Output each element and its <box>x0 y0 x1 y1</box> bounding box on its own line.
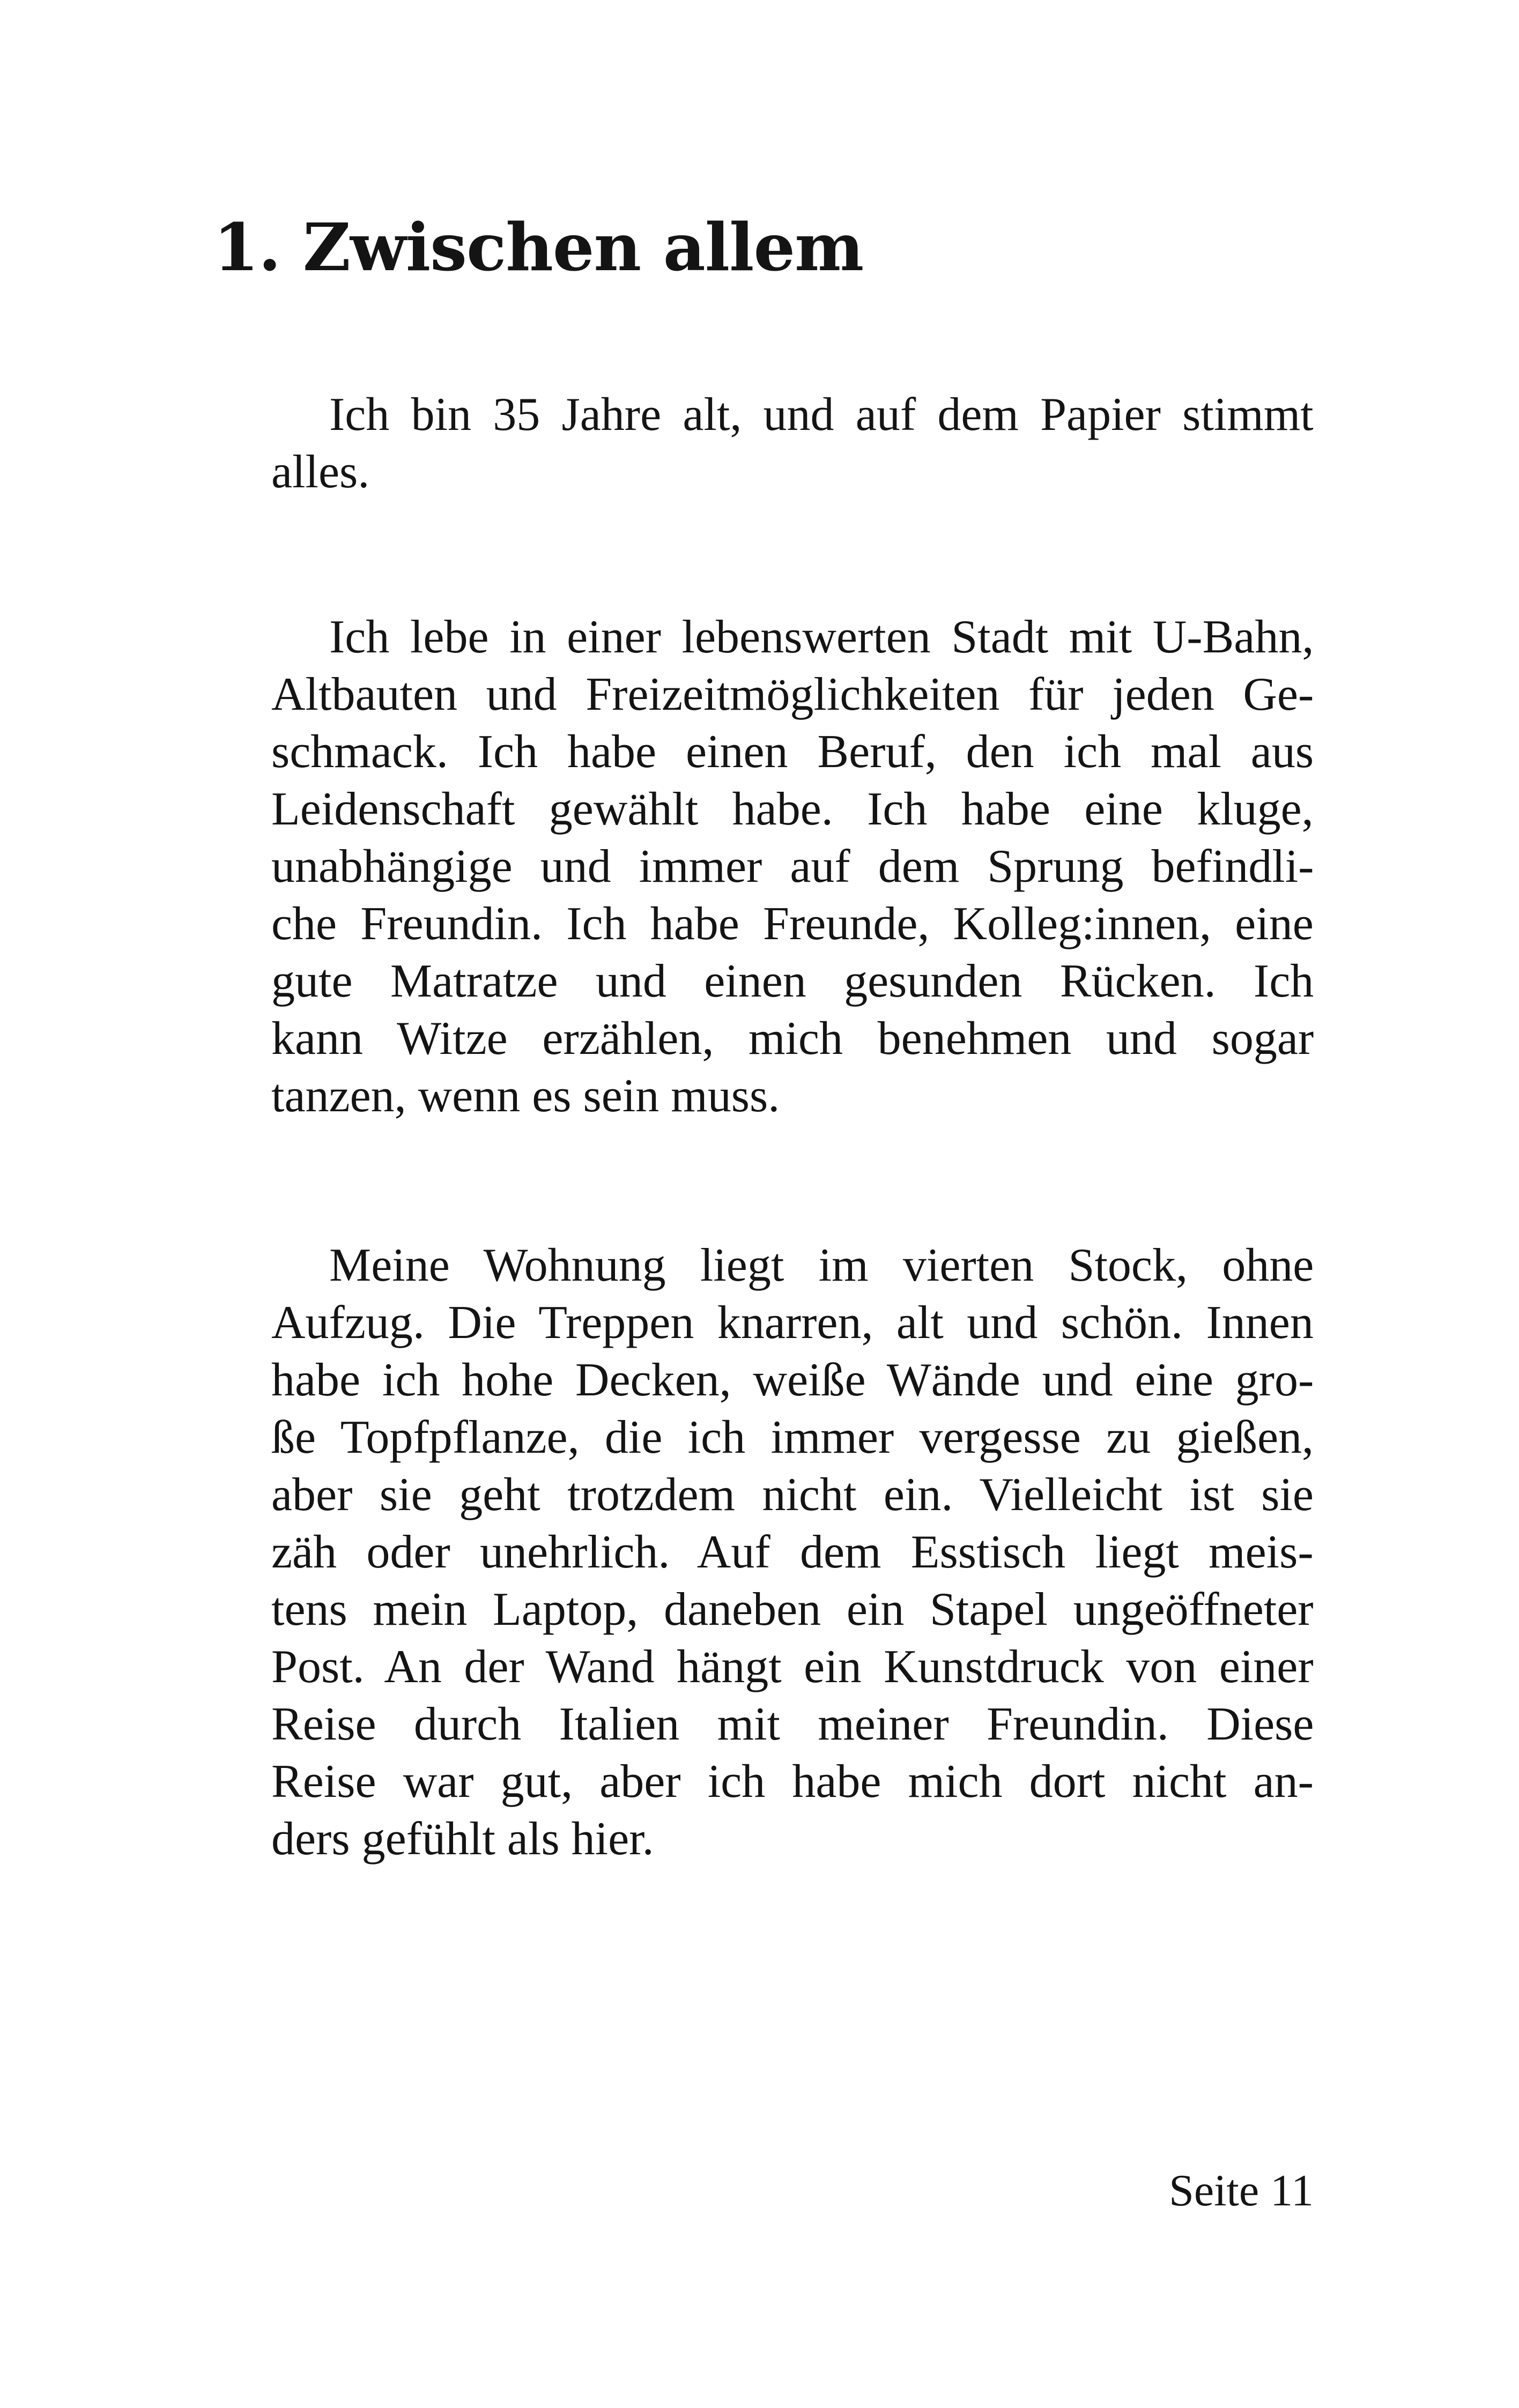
text-line: Meine Wohnung liegt im vierten Stock, ohne <box>329 1239 1314 1291</box>
paragraph-2 <box>213 608 1314 1125</box>
text-line: Post. An der Wand hängt ein Kunstdruck von einer <box>271 1641 1314 1693</box>
text-line: aber sie geht trotzdem nicht ein. Vielleicht ist sie <box>271 1469 1314 1521</box>
text-line: gute Matratze und einen gesunden Rücken. Ich <box>271 955 1314 1007</box>
text-line: ße Topfpflanze, die ich immer vergesse zu gießen, <box>271 1411 1314 1463</box>
text-line: tens mein Laptop, daneben ein Stapel ungeöffneter <box>271 1584 1314 1636</box>
paragraph-1 <box>213 386 1314 501</box>
text-line: Ich bin 35 Jahre alt, und auf dem Papier stimmt <box>329 389 1314 441</box>
text-line: ders gefühlt als hier. <box>271 1813 654 1865</box>
text-line: kann Witze erzählen, mich benehmen und sogar <box>271 1013 1314 1065</box>
text-line: Reise war gut, aber ich habe mich dort nicht an- <box>271 1756 1314 1808</box>
text-line: unabhängige und immer auf dem Sprung befindli- <box>271 841 1314 893</box>
text-line: Aufzug. Die Treppen knarren, alt und schön. Innen <box>271 1297 1314 1349</box>
text-line: Ich lebe in einer lebenswerten Stadt mit U-Bahn, <box>329 611 1314 663</box>
page-number: Seite 11 <box>1169 2166 1314 2216</box>
text-line: che Freundin. Ich habe Freunde, Kolleg:innen, eine <box>271 898 1314 950</box>
text-line: Leidenschaft gewählt habe. Ich habe eine kluge, <box>271 783 1314 835</box>
chapter-title: 1. Zwischen allem <box>213 209 864 286</box>
text-line: zäh oder unehrlich. Auf dem Esstisch liegt meis- <box>271 1526 1314 1578</box>
text-line: Reise durch Italien mit meiner Freundin. Diese <box>271 1698 1314 1750</box>
text-line: alles. <box>271 446 370 498</box>
text-line: Altbauten und Freizeitmöglichkeiten für jeden Ge- <box>271 668 1314 720</box>
paragraph-3 <box>213 1237 1314 1868</box>
text-line: habe ich hohe Decken, weiße Wände und eine gro- <box>271 1354 1314 1406</box>
text-line: tanzen, wenn es sein muss. <box>271 1070 780 1122</box>
text-line: schmack. Ich habe einen Beruf, den ich mal aus <box>271 726 1314 778</box>
